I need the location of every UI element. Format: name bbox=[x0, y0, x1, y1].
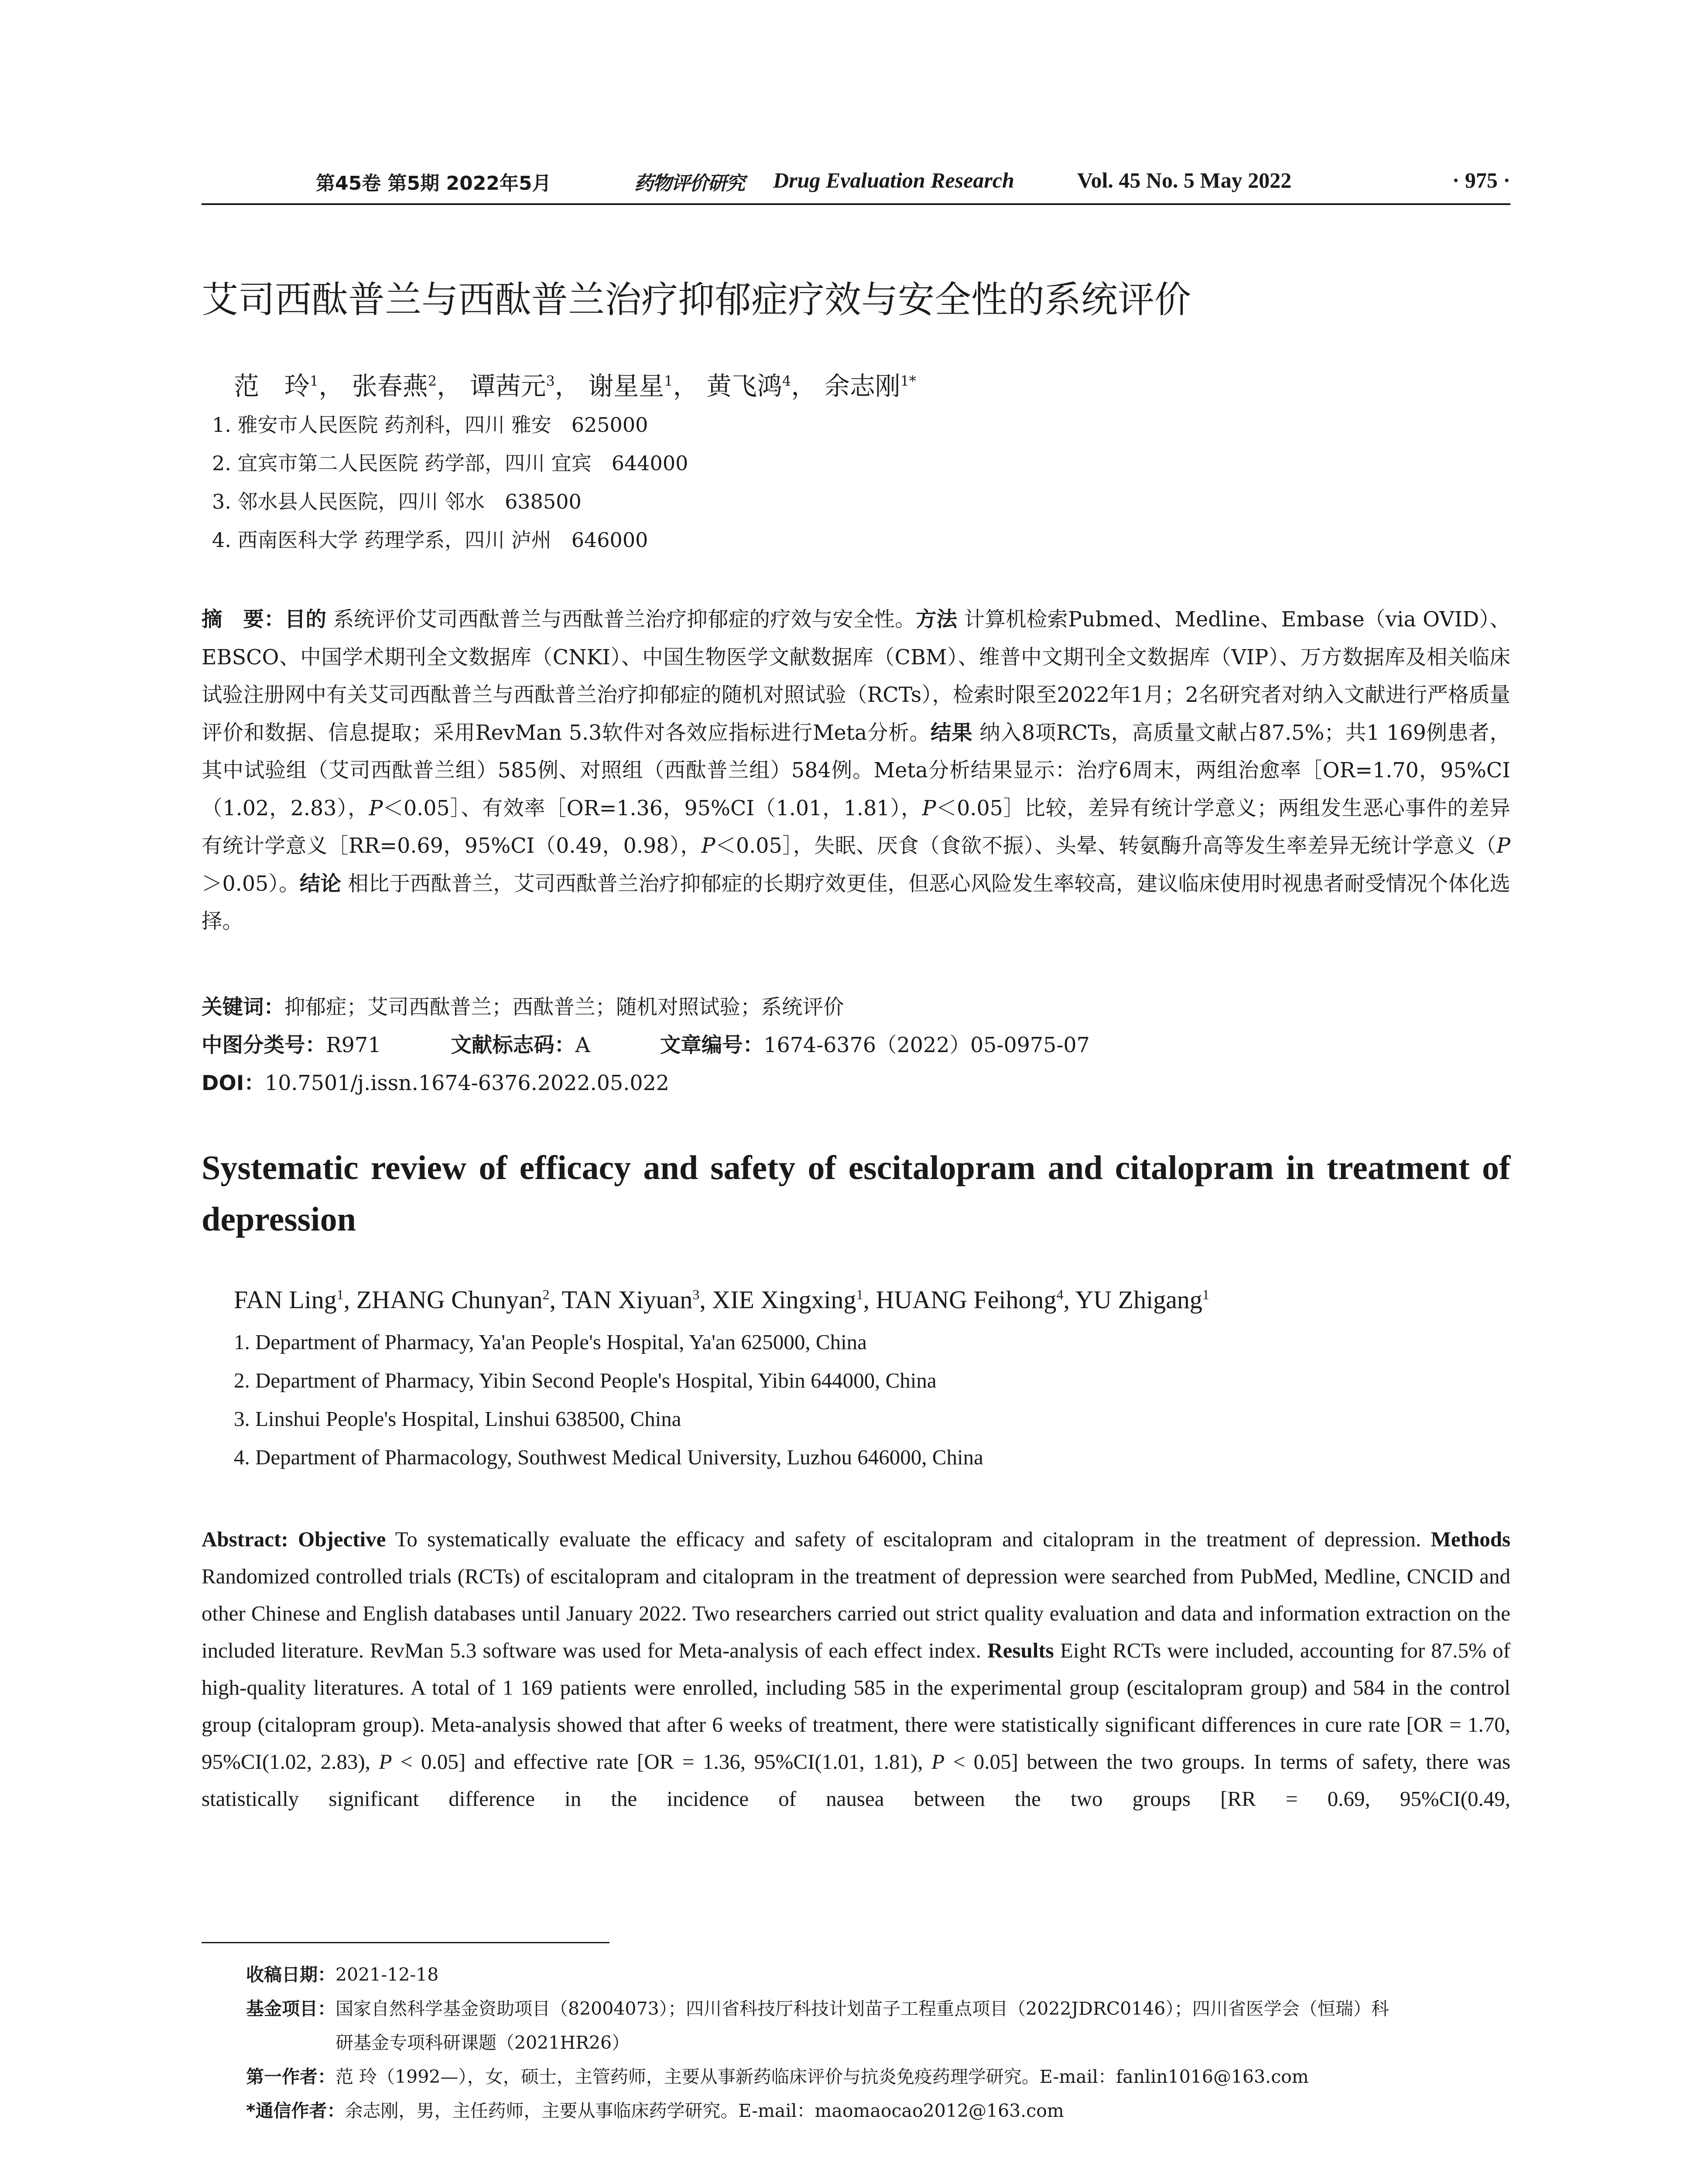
clc-value: R971 bbox=[326, 1033, 381, 1057]
author-cn: 余志刚$^{1*}$ bbox=[824, 371, 917, 401]
author-en: XIE Xingxing$^1$ bbox=[712, 1285, 863, 1314]
results-label-cn: 结果 bbox=[930, 721, 973, 745]
methods-text-cn: 计算机检索Pubmed、Medline、Embase（via OVID）、EBSCO、中国学术期刊全文数据库（CNKI）、中国生物医学文献数据库（CBM）、维普中文期刊全文数据库（VIP）、万方数据库及相关临床试验注册网中有关艾司西酞普兰与西酞普兰治疗抑郁症的随机对照试验（RCTs），检索时限至2022年1月；2名研究者对纳入文献进行严格质量评价和数据、信息提取；采用RevMan 5.3软件对各效应指标进行Meta分析。 bbox=[202, 608, 1510, 745]
author-cn: 范 玲$^1$ bbox=[234, 371, 319, 401]
results-text-en: Eight RCTs were included, accounting for 87.5% of high-quality literatures. A total of 1 169 patients were enrolled, including 585 in the experimental group (escitalopram group) and 584 in the control group (citalopram group). Meta-analysis showed that after 6 weeks of treatment, there were statistically significant differences in cure rate [OR = 1.70, 95%CI(1.02, 2.83), bbox=[202, 1638, 1510, 1774]
keywords-value: 抑郁症；艾司西酞普兰；西酞普兰；随机对照试验；系统评价 bbox=[284, 995, 844, 1019]
keywords-cn bbox=[202, 990, 844, 1020]
results-text-cn: ＞0.05）。 bbox=[202, 872, 300, 896]
objective-text-cn: 系统评价艾司西酞普兰与西酞普兰治疗抑郁症的疗效与安全性。 bbox=[333, 608, 916, 632]
author-en: HUANG Feihong$^4$ bbox=[876, 1285, 1064, 1314]
abstract-en bbox=[202, 1521, 1510, 1817]
running-header bbox=[202, 165, 1510, 200]
fund-info-continued: 研基金专项科研课题（2021HR26） bbox=[335, 2032, 630, 2053]
objective-text-en: To systematically evaluate the efficacy and safety of escitalopram and citalopram in the treatment of depression. bbox=[395, 1527, 1421, 1551]
results-text-cn: ＜0.05］比较，差异有统计学意义；两组发生恶心事件的差异有统计学意义［RR=0.69，95%CI（0.49，0.98）， bbox=[202, 796, 1510, 858]
article-no-value: 1674-6376（2022）05-0975-07 bbox=[763, 1033, 1090, 1057]
results-text-en: < 0.05] and effective rate [OR = 1.36, 95%CI(1.01, 1.81), bbox=[400, 1750, 923, 1774]
results-label-en: Results bbox=[987, 1638, 1054, 1662]
objective-label-en: Objective bbox=[298, 1527, 386, 1551]
affiliation-cn: 4. 西南医科大学 药理学系，四川 泸州 646000 bbox=[212, 528, 648, 552]
doc-code-value: A bbox=[575, 1033, 590, 1057]
article-no-label: 文章编号： bbox=[660, 1033, 764, 1057]
classification-line bbox=[202, 1028, 1090, 1058]
title-en: Systematic review of efficacy and safety of escitalopram and citalopram in treatment of depression bbox=[202, 1149, 1510, 1238]
conclusion-label-cn: 结论 bbox=[299, 872, 341, 896]
p-value-symbol: P bbox=[922, 796, 936, 820]
p-value-symbol: P bbox=[379, 1750, 392, 1774]
affiliation-cn: 1. 雅安市人民医院 药剂科，四川 雅安 625000 bbox=[212, 413, 648, 437]
author-cn: 黄飞鸿$^4$ bbox=[706, 371, 791, 401]
authors-en: FAN Ling$^1$, ZHANG Chunyan$^2$, TAN Xiyuan$^3$, XIE Xingxing$^1$, HUANG Feihong$^4$, YU Zhigang$^1$ bbox=[234, 1285, 1209, 1314]
title-cn: 艾司西酞普兰与西酞普兰治疗抑郁症疗效与安全性的系统评价 bbox=[202, 278, 1191, 321]
keywords-label: 关键词： bbox=[202, 995, 284, 1019]
corresponding-author-info: *通信作者：余志刚，男，主任药师，主要从事临床药学研究。E-mail：maomaocao2012@163.com bbox=[246, 2100, 1064, 2121]
author-en: YU Zhigang$^1$ bbox=[1075, 1285, 1209, 1314]
author-en: FAN Ling$^1$ bbox=[234, 1285, 344, 1314]
affiliation-en: 1. Department of Pharmacy, Ya'an People's Hospital, Ya'an 625000, China bbox=[234, 1330, 867, 1354]
affiliation-en: 3. Linshui People's Hospital, Linshui 638500, China bbox=[234, 1407, 681, 1431]
affiliation-cn: 2. 宜宾市第二人民医院 药学部，四川 宜宾 644000 bbox=[212, 451, 688, 475]
conclusion-text-cn: 相比于西酞普兰，艾司西酞普兰治疗抑郁症的长期疗效更佳，但恶心风险发生率较高，建议临床使用时视患者耐受情况个体化选择。 bbox=[202, 872, 1510, 933]
p-value-symbol: P bbox=[701, 834, 715, 858]
results-text-cn: 纳入8项RCTs，高质量文献占87.5%；共1 169例患者，其中试验组（艾司西酞普兰组）585例、对照组（西酞普兰组）584例。Meta分析结果显示：治疗6周末，两组治愈率［OR=1.70，95%CI（1.02，2.83）， bbox=[202, 721, 1510, 820]
results-text-cn: ＜0.05］，失眠、厌食（食欲不振）、头晕、转氨酶升高等发生率差异无统计学意义（ bbox=[715, 834, 1497, 858]
fund-info: 基金项目：国家自然科学基金资助项目（82004073）；四川省科技厅科技计划苗子工程重点项目（2022JDRC0146）；四川省医学会（恒瑞）科 bbox=[246, 1998, 1389, 2019]
doc-code-label: 文献标志码： bbox=[451, 1033, 575, 1057]
affiliation-cn: 3. 邻水县人民医院，四川 邻水 638500 bbox=[212, 490, 582, 513]
journal-name-en: Drug Evaluation Research bbox=[773, 168, 1014, 192]
results-text-en: < 0.05] between the two groups. In terms of safety, there was statistically significant difference in the incidence of nausea between the two groups [RR = 0.69, 95%CI(0.49, bbox=[202, 1750, 1511, 1811]
methods-label-cn: 方法 bbox=[915, 608, 958, 632]
p-value-symbol: P bbox=[1496, 834, 1510, 858]
footnotes bbox=[246, 1958, 1511, 2128]
p-value-symbol: P bbox=[931, 1750, 945, 1774]
abstract-cn-label: 摘 要： bbox=[202, 608, 285, 632]
author-cn: 谢星星$^1$ bbox=[588, 371, 673, 401]
affiliation-en: 4. Department of Pharmacology, Southwest Medical University, Luzhou 646000, China bbox=[234, 1445, 983, 1469]
results-text-cn: ＜0.05］、有效率［OR=1.36，95%CI（1.01，1.81）， bbox=[383, 796, 922, 820]
abstract-cn bbox=[202, 601, 1510, 941]
doi-label: DOI： bbox=[202, 1071, 265, 1095]
author-cn: 张春燕$^2$ bbox=[352, 371, 437, 401]
doi-value[interactable]: 10.7501/j.issn.1674-6376.2022.05.022 bbox=[264, 1071, 669, 1095]
doi-line bbox=[202, 1066, 669, 1096]
received-date: 收稿日期：2021-12-18 bbox=[246, 1964, 439, 1985]
methods-label-en: Methods bbox=[1431, 1527, 1511, 1551]
clc-label: 中图分类号： bbox=[202, 1033, 326, 1057]
objective-label-cn: 目的 bbox=[284, 608, 327, 632]
footnote-rule bbox=[202, 1942, 609, 1943]
p-value-symbol: P bbox=[369, 796, 383, 820]
author-en: ZHANG Chunyan$^2$ bbox=[356, 1285, 550, 1314]
methods-text-en: Randomized controlled trials (RCTs) of escitalopram and citalopram in the treatment of depression were searched from PubMed, Medline, CNCID and other Chinese and English databases until January 2022. Two researchers carried out strict quality evaluation and data and information extraction on the included literature. RevMan 5.3 software was used for Meta-analysis of each effect index. bbox=[202, 1564, 1510, 1662]
abstract-en-label: Abstract: bbox=[202, 1527, 288, 1551]
header-rule bbox=[202, 203, 1510, 205]
first-author-info: 第一作者：范 玲（1992—），女，硕士，主管药师，主要从事新药临床评价与抗炎免疫药理学研究。E-mail：fanlin1016@163.com bbox=[246, 2066, 1309, 2087]
authors-cn: 范 玲$^1$， 张春燕$^2$， 谭茜元$^3$， 谢星星$^1$， 黄飞鸿$^4$， 余志刚$^{1*}$ bbox=[234, 371, 917, 401]
volume-info: Vol. 45 No. 5 May 2022 bbox=[1077, 168, 1292, 192]
journal-logo: 药物评价研究 bbox=[634, 172, 744, 195]
issue-cn: 第45卷 第5期 2022年5月 bbox=[316, 172, 551, 195]
page-number: · 975 · bbox=[1452, 168, 1510, 192]
author-en: TAN Xiyuan$^3$ bbox=[561, 1285, 700, 1314]
affiliation-en: 2. Department of Pharmacy, Yibin Second People's Hospital, Yibin 644000, China bbox=[234, 1368, 937, 1392]
author-cn: 谭茜元$^3$ bbox=[470, 371, 555, 401]
